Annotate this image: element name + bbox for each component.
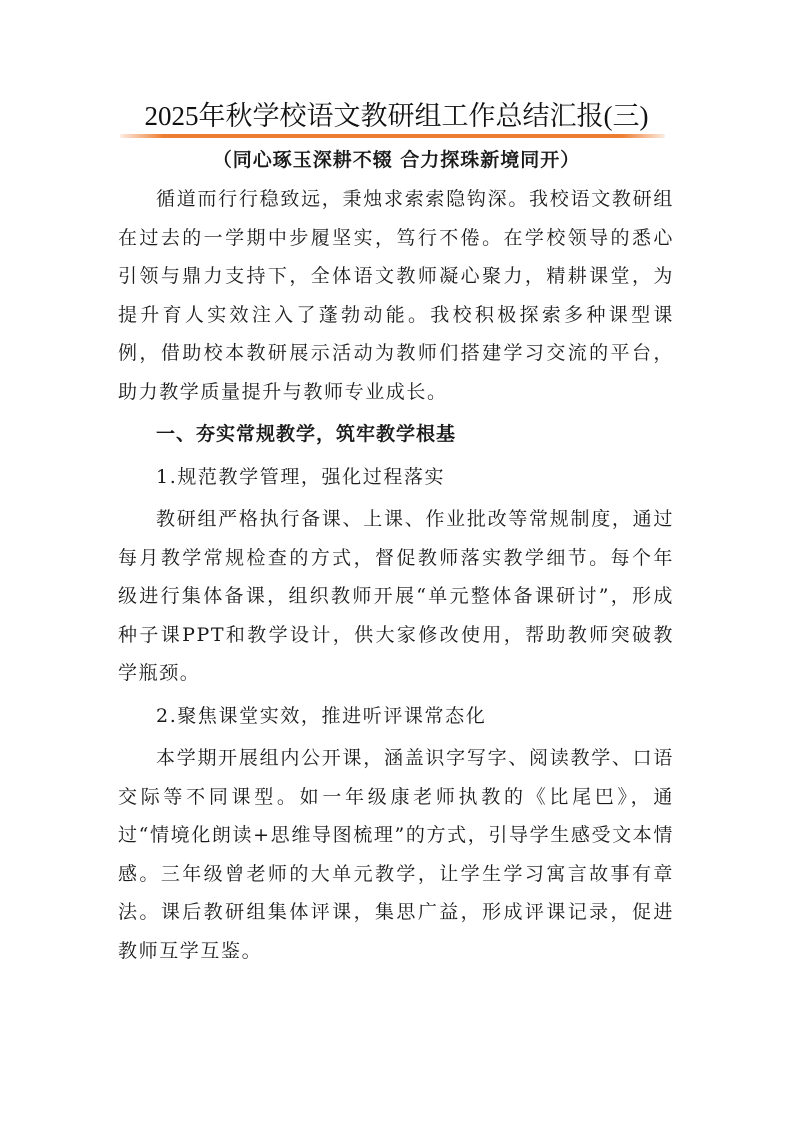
subsection-title-2: 2.聚焦课堂实效，推进听评课常态化 [156,704,487,727]
document-title: 2025年秋学校语文教研组工作总结汇报(三) [144,101,649,131]
document-body [118,180,674,970]
section-heading: 一、夯实常规教学，筑牢教学根基 [156,423,457,445]
title-underline [120,134,665,138]
subsection-paragraph-2: 本学期开展组内公开课，涵盖识字写字、阅读教学、口语交际等不同课型。如一年级康老师执教的《比尾巴》，通过“情境化朗读+思维导图梳理”的方式，引导学生感受文本情感。三年级曾老师的大单元教学，让学生学习寓言故事有章法。课后教研组集体评课，集思广益，形成评课记录，促进教师互学互鉴。 [118,747,674,962]
document-subtitle: （同心琢玉深耕不辍 合力探珠新境同开） [212,149,581,171]
subsection-paragraph-1: 教研组严格执行备课、上课、作业批改等常规制度，通过每月教学常规检查的方式，督促教师落实教学细节。每个年级进行集体备课，组织教师开展“单元整体备课研讨”，形成种子课PPT和教学设计，供大家修改使用，帮助教师突破教学瓶颈。 [118,508,674,684]
subsection-title-1: 1.规范教学管理，强化过程落实 [156,465,446,488]
intro-paragraph: 循道而行行稳致远，秉烛求索索隐钩深。我校语文教研组在过去的一学期中步履坚实，笃行不倦。在学校领导的悉心引领与鼎力支持下，全体语文教师凝心聚力，精耕课堂，为提升育人实效注入了蓬勃动能。我校积极探索多种课型课例，借助校本教研展示活动为教师们搭建学习交流的平台，助力教学质量提升与教师专业成长。 [118,188,674,403]
